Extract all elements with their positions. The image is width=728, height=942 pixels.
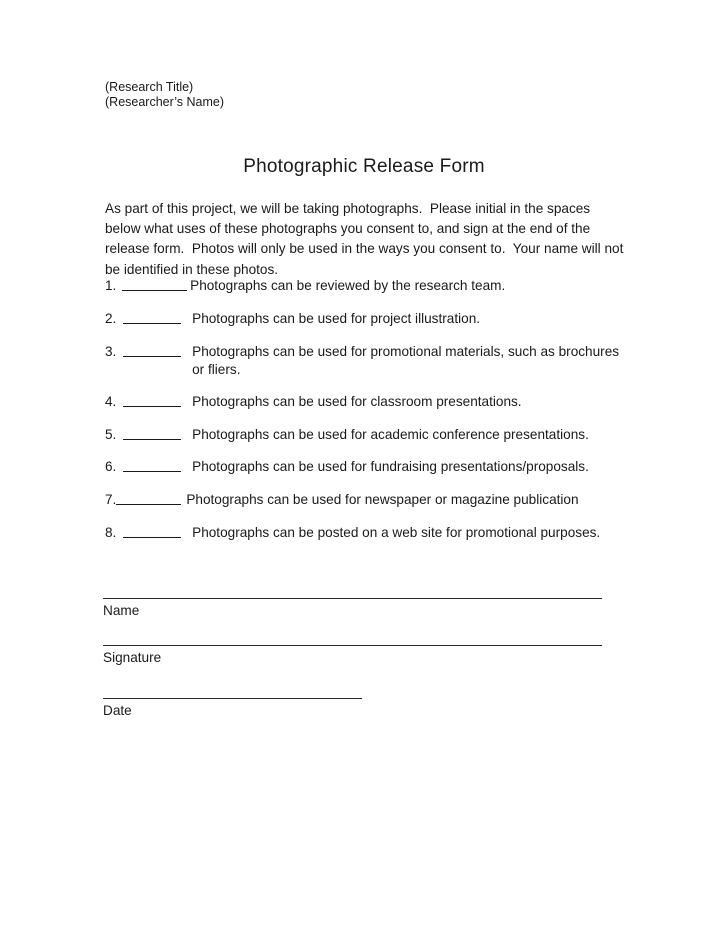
consent-initial-blank[interactable]	[123, 310, 181, 324]
consent-item-text: Photographs can be used for promotional materials, such as brochures or fliers.	[192, 344, 623, 377]
page-title: Photographic Release Form	[243, 156, 485, 177]
consent-item-number: 5.	[105, 427, 121, 442]
consent-initial-blank[interactable]	[116, 491, 181, 505]
consent-item-text: Photographs can be used for fundraising presentations/proposals.	[192, 459, 589, 474]
consent-initial-blank[interactable]	[123, 393, 181, 407]
signature-field-label: Signature	[103, 650, 162, 665]
signature-field	[103, 698, 362, 720]
consent-item-number: 4.	[105, 394, 121, 409]
consent-item-number: 7.	[105, 492, 117, 507]
document-header	[105, 80, 224, 109]
consent-item	[105, 310, 630, 328]
consent-item-number: 1.	[105, 278, 121, 293]
consent-item	[105, 426, 630, 444]
signature-field-label: Name	[103, 603, 140, 618]
consent-initial-blank[interactable]	[123, 524, 181, 538]
consent-item	[105, 343, 630, 379]
intro-paragraph: As part of this project, we will be taking photographs. Please initial in the spaces below what uses of these photographs you consent to, and sign at the end of the release form. Photos will only be used in the ways you consent to. Your name will not be identified in these photos.	[105, 201, 628, 277]
consent-item-text: Photographs can be used for project illustration.	[192, 311, 481, 326]
consent-initial-blank[interactable]	[123, 458, 181, 472]
researcher-name-placeholder: (Researcher’s Name)	[105, 94, 225, 109]
consent-item-text: Photographs can be used for classroom presentations.	[192, 394, 522, 409]
consent-item-number: 8.	[105, 525, 121, 540]
consent-item	[105, 393, 630, 411]
consent-item-text: Photographs can be used for academic conference presentations.	[192, 427, 589, 442]
signature-field-label: Date	[103, 703, 132, 718]
consent-item-number: 6.	[105, 459, 121, 474]
signature-field	[103, 598, 602, 620]
consent-initial-blank[interactable]	[123, 343, 181, 357]
consent-item	[105, 491, 630, 509]
consent-item	[105, 277, 630, 295]
consent-item-text: Photographs can be used for newspaper or magazine publication	[186, 492, 579, 507]
research-title-placeholder: (Research Title)	[105, 80, 194, 94]
consent-item	[105, 458, 630, 476]
consent-item	[105, 524, 630, 542]
consent-initial-blank[interactable]	[123, 426, 181, 440]
consent-item-text: Photographs can be reviewed by the research team.	[190, 278, 506, 293]
signature-field	[103, 645, 602, 667]
consent-item-number: 3.	[105, 344, 121, 359]
consent-item-text: Photographs can be posted on a web site for promotional purposes.	[192, 525, 601, 540]
consent-item-number: 2.	[105, 311, 121, 326]
consent-initial-blank[interactable]	[122, 277, 187, 291]
